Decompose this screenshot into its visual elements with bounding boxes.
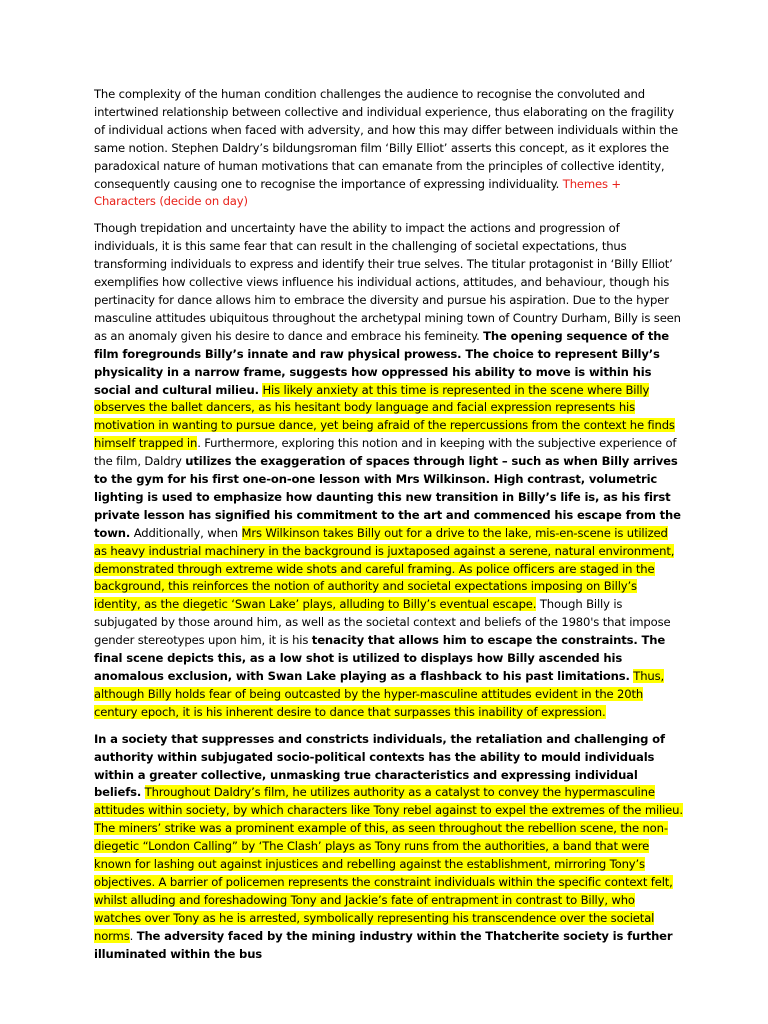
bold-run: tenacity that allows him to escape the constraints. The final scene depicts this, as a low shot is utilized to displays how Billy ascended his anomalous exclusion, with Swan Lake playing as a flashback to his past limitations. [94,633,666,683]
bold-run: utilizes the exaggeration of spaces through light – such as when Billy arrives to the gym for his first one-on-one lesson with Mrs Wilkinson. High contrast, volumetric lighting is used to emphasize how daunting this new transition in Billy’s life is, as his first private lesson has signified his commitment to the art and commenced his escape from the town. [94,454,681,540]
body-paragraph-fear [94,220,684,721]
text-run: . [129,928,134,943]
highlighted-run: Throughout Daldry’s film, he utilizes authority as a catalyst to convey the hypermasculine attitudes within society, by which characters like Tony rebel against to expel the extremes of the milieu. The miners’ strike was a prominent example of this, as seen throughout the rebellion scene, the non-diegetic “London Calling” by ‘The Clash’ plays as Tony runs from the authorities, a band that were known for lashing out against injustices and rebelling against the establishment, mirroring Tony’s objectives. A barrier of policemen represents the constraint individuals within the specific context felt, whilst alluding and foreshadowing Tony and Jackie’s fate of entrapment in contrast to Billy, who watches over Tony as he is arrested, symbolically representing his transcendence over the societal norms [94,785,683,943]
text-run: Though trepidation and uncertainty have the ability to impact the actions and progression of individuals, it is this same fear that can result in the challenging of societal expectations, thus transforming individuals to express and identify their true selves. The titular protagonist in ‘Billy Elliot’ exemplifies how collective views influence his individual actions, attitudes, and behaviour, though his pertinacity for dance allows him to embrace the diversity and pursue his aspiration. Due to the hyper masculine attitudes ubiquitous throughout the archetypal mining town of Country Durham, Billy is seen as an anomaly given his desire to dance and embrace his femineity. [94,221,681,343]
essay-body [94,86,684,964]
intro-paragraph [94,86,684,211]
intro-text: The complexity of the human condition challenges the audience to recognise the convoluted and intertwined relationship between collective and individual experience, thus elaborating on the fragility of individual actions when faced with adversity, and how this may differ between individuals within the same notion. Stephen Daldry’s bildungsroman film ‘Billy Elliot’ asserts this concept, as it explores the paradoxical nature of human motivations that can emanate from the principles of collective identity, consequently causing one to recognise the importance of expressing individuality. [94,87,678,191]
body-paragraph-authority [94,731,684,964]
bold-run: The opening sequence of the film foregrounds Billy’s innate and raw physical prowess. The choice to represent Billy’s physicality in a narrow frame, suggests how oppressed his ability to move is within his social and cultural milieu. [94,328,670,397]
highlighted-run: Mrs Wilkinson takes Billy out for a drive to the lake, mis-en-scene is utilized as heavy industrial machinery in the background is juxtaposed against a serene, natural environment, demonstrated through extreme wide shots and careful framing. As police officers are staged in the background, this reinforces the notion of authority and societal expectations imposing on Billy’s identity, as the diegetic ‘Swan Lake’ plays, alluding to Billy’s eventual escape. [94,525,675,612]
highlighted-run: Thus, although Billy holds fear of being outcasted by the hyper-masculine attitudes evident in the 20th century epoch, it is his inherent desire to dance that surpasses this inability of expression. [94,669,665,719]
text-run: Additionally, when [133,525,238,540]
bold-run: The adversity faced by the mining industry within the Thatcherite society is further illuminated within the bus [94,928,673,961]
bold-run: In a society that suppresses and constricts individuals, the retaliation and challenging of authority within subjugated socio-political contexts has the ability to mould individuals within a greater collective, unmasking true characteristics and expressing individual beliefs. [94,731,665,800]
highlighted-run: His likely anxiety at this time is represented in the scene where Billy observes the ballet dancers, as his hesitant body language and facial expression represents his motivation in wanting to pursue dance, yet being afraid of the repercussions from the context he finds himself trapped in [94,382,675,451]
text-run: Though Billy is subjugated by those around him, as well as the societal context and beliefs of the 1980's that impose gender stereotypes upon him, it is his [94,597,671,648]
text-run: . Furthermore, exploring this notion and in keeping with the subjective experience of the film, Daldry [94,436,677,469]
planning-note: Themes + Characters (decide on day) [94,176,621,209]
